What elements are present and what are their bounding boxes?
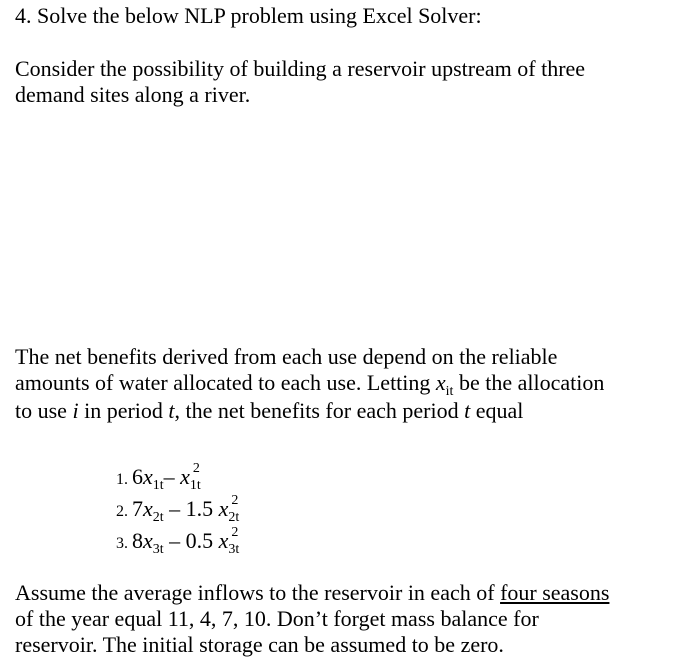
inflows-line-1: Assume the average inflows to the reservoir in each of four seasons bbox=[15, 580, 610, 605]
formula-3: 3. $8x_{3t} - 0.5$ $x_{3t}^2$ bbox=[116, 525, 240, 557]
intro-line-1: Consider the possibility of building a reservoir upstream of three bbox=[15, 56, 586, 81]
formula-1: 1. $6x_{1t}-$ $x_{1t}^2$ bbox=[116, 461, 201, 493]
benefits-line-3: to use i in period t, the net benefits for each period t equal bbox=[15, 398, 524, 423]
benefits-line-2: amounts of water allocated to each use. Letting $x_{it}$ be the allocation bbox=[15, 370, 605, 399]
question-heading: 4. Solve the below NLP problem using Excel Solver: bbox=[15, 3, 482, 28]
variable-x: x bbox=[435, 370, 446, 395]
benefits-line-1: The net benefits derived from each use depend on the reliable bbox=[15, 344, 558, 369]
variable-subscript: it bbox=[445, 384, 454, 399]
intro-line-2: demand sites along a river. bbox=[15, 82, 251, 107]
variable-t: t bbox=[168, 398, 175, 423]
variable-i: i bbox=[72, 398, 79, 423]
inflows-line-3: reservoir. The initial storage can be assumed to be zero. bbox=[15, 632, 504, 657]
inflows-line-2: of the year equal 11, 4, 7, 10. Don’t forget mass balance for bbox=[15, 606, 539, 631]
four-seasons-underlined: four seasons bbox=[500, 580, 610, 605]
variable-t-2: t bbox=[464, 398, 471, 423]
formula-2: 2. $7x_{2t} - 1.5$ $x_{2t}^2$ bbox=[116, 493, 240, 525]
